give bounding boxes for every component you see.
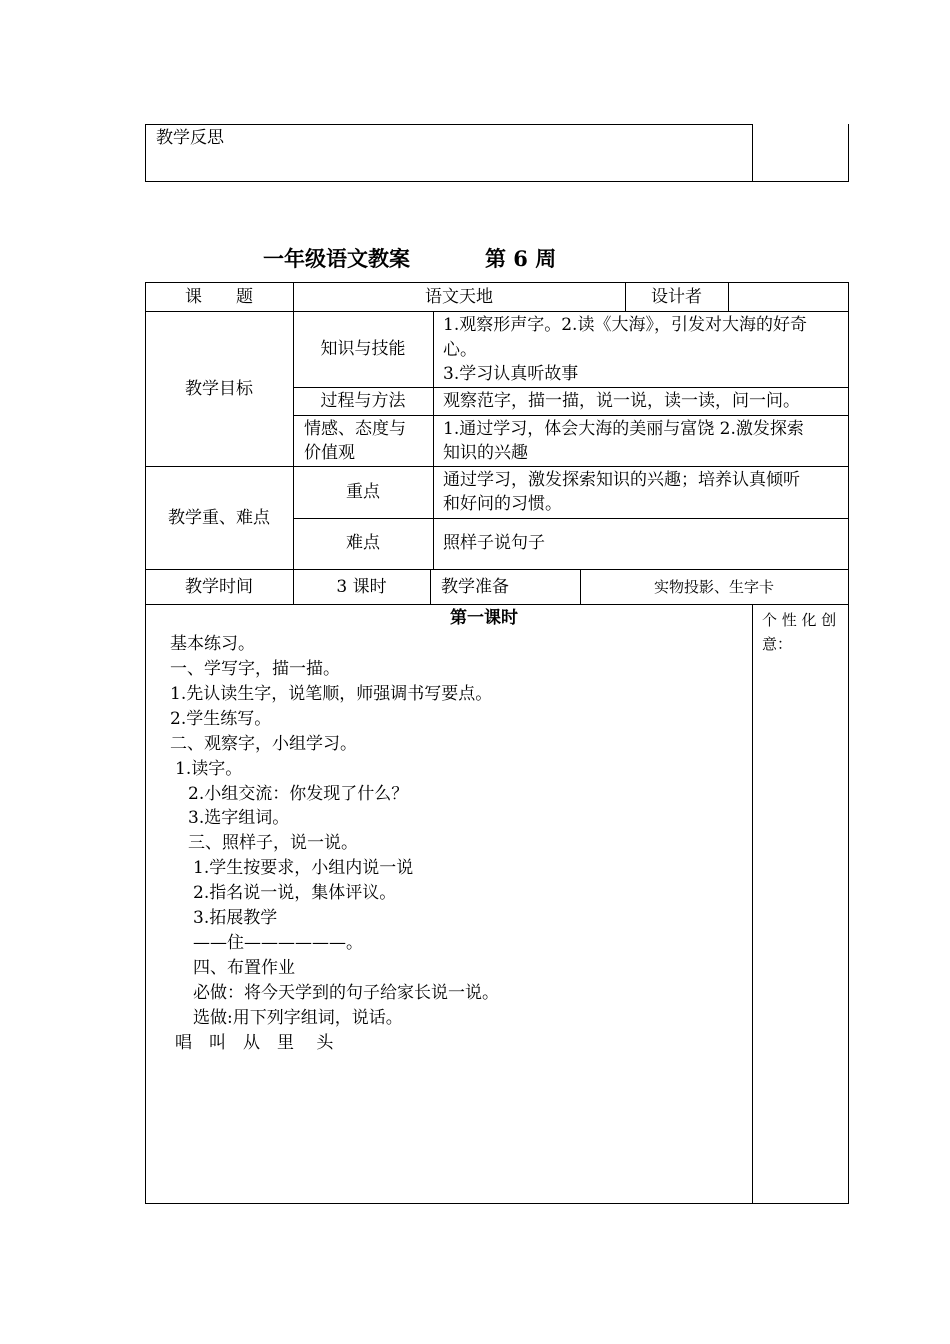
designer-label: 设计者 <box>651 287 702 307</box>
knowledge-label: 知识与技能 <box>320 339 406 359</box>
lesson-line: 3.拓展教学 <box>193 908 278 928</box>
lesson-line: 三、照样子，说一说。 <box>188 833 358 853</box>
page-title: 一年级语文教案 <box>263 246 410 271</box>
knowledge-line-2: 心。 <box>443 340 477 360</box>
keypoints-label: 教学重、难点 <box>168 508 270 528</box>
lesson-heading: 第一课时 <box>450 608 518 628</box>
topic-value: 语文天地 <box>425 287 493 307</box>
lesson-line: 3.选字组词。 <box>188 808 290 828</box>
lesson-line: 一、学写字，描一描。 <box>170 659 340 679</box>
time-value: 3 课时 <box>336 577 387 597</box>
side-note-line-1: 个 性 化 创 <box>762 611 837 629</box>
lesson-line: 基本练习。 <box>170 634 255 654</box>
lesson-line: 2.小组交流：你发现了什么？ <box>188 784 409 804</box>
lesson-line: 1.先认读生字，说笔顺，师强调书写要点。 <box>170 684 493 704</box>
difficult-label: 难点 <box>346 533 380 553</box>
process-value: 观察范字，描一描，说一说，读一读，问一问。 <box>443 391 800 411</box>
difficult-value: 照样子说句子 <box>443 533 545 553</box>
lesson-line: 必做：将今天学到的句子给家长说一说。 <box>193 983 499 1003</box>
time-label: 教学时间 <box>185 577 253 597</box>
topic-label: 课 题 <box>185 287 253 307</box>
lesson-line: 选做:用下列字组词，说话。 <box>193 1008 403 1028</box>
prep-value: 实物投影、生字卡 <box>653 578 774 596</box>
process-label: 过程与方法 <box>320 391 406 411</box>
lesson-line: 四、布置作业 <box>193 958 295 978</box>
reflection-label: 教学反思 <box>156 128 224 148</box>
lesson-line: ——住——————。 <box>193 933 363 953</box>
lesson-line: 1.读字。 <box>175 759 243 779</box>
lesson-line: 2.学生练写。 <box>170 709 272 729</box>
knowledge-line-3: 3.学习认真听故事 <box>443 364 579 384</box>
emotion-label-line-1: 情感、态度与 <box>304 419 406 439</box>
prep-label: 教学准备 <box>441 577 509 597</box>
week-label: 第 6 周 <box>485 246 557 271</box>
side-note-line-2: 意： <box>762 635 793 653</box>
objectives-label: 教学目标 <box>185 379 253 399</box>
key-line-1: 通过学习，激发探索知识的兴趣；培养认真倾听 <box>443 470 800 490</box>
emotion-label-line-2: 价值观 <box>304 443 355 463</box>
key-label: 重点 <box>346 482 380 502</box>
knowledge-line-1: 1.观察形声字。2.读《大海》，引发对大海的好奇 <box>443 315 807 335</box>
lesson-line: 二、观察字，小组学习。 <box>170 734 357 754</box>
lesson-line: 1.学生按要求，小组内说一说 <box>193 858 414 878</box>
key-line-2: 和好问的习惯。 <box>443 494 562 514</box>
lesson-line: 唱 叫 从 里 头 <box>175 1033 334 1053</box>
emotion-line-2: 知识的兴趣 <box>443 443 528 463</box>
emotion-line-1: 1.通过学习，体会大海的美丽与富饶 2.激发探索 <box>443 419 804 439</box>
lesson-line: 2.指名说一说，集体评议。 <box>193 883 397 903</box>
